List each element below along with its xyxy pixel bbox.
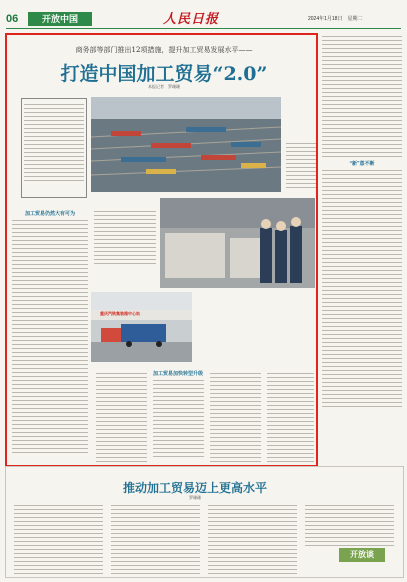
photo3-sign: 重庆汽铁集装箱中心站 xyxy=(100,311,140,316)
subhead: 加工贸易仍然大有可为 xyxy=(24,211,75,217)
article-body-col1 xyxy=(12,210,88,456)
commentary-title: 推动加工贸易迈上更高水平 xyxy=(122,481,267,495)
subhead: 加工贸易加快转型升级 xyxy=(152,371,203,377)
article-kicker: 商务部等部门推出12项措施，提升加工贸易发展水平—— xyxy=(75,46,253,54)
subhead: “新”意不断 xyxy=(349,161,375,167)
article-title: 打造中国加工贸易“2.0” xyxy=(60,63,268,85)
commentary-body xyxy=(14,502,394,574)
header-rule xyxy=(6,28,401,29)
container-terminal-photo xyxy=(91,292,192,362)
lead-paragraph-box xyxy=(21,98,87,198)
photo-caption-2 xyxy=(94,208,156,266)
commentary-badge: 开放谈 xyxy=(339,548,385,562)
column-label: 开放中国 xyxy=(28,12,92,26)
rail-yard-photo xyxy=(91,97,281,192)
date-line: 2024年1月18日 星期二 xyxy=(308,16,363,22)
photo-caption-1 xyxy=(286,140,316,190)
article-body-lower xyxy=(96,370,314,465)
newspaper-logo: 人民日报 xyxy=(163,12,220,27)
commentary-byline: 罗珊珊 xyxy=(189,495,201,500)
page-number: 06 xyxy=(6,13,19,25)
article-body-right-column xyxy=(322,33,402,465)
article-byline: 本报记者 罗珊珊 xyxy=(148,84,180,89)
inspection-photo xyxy=(160,198,315,288)
